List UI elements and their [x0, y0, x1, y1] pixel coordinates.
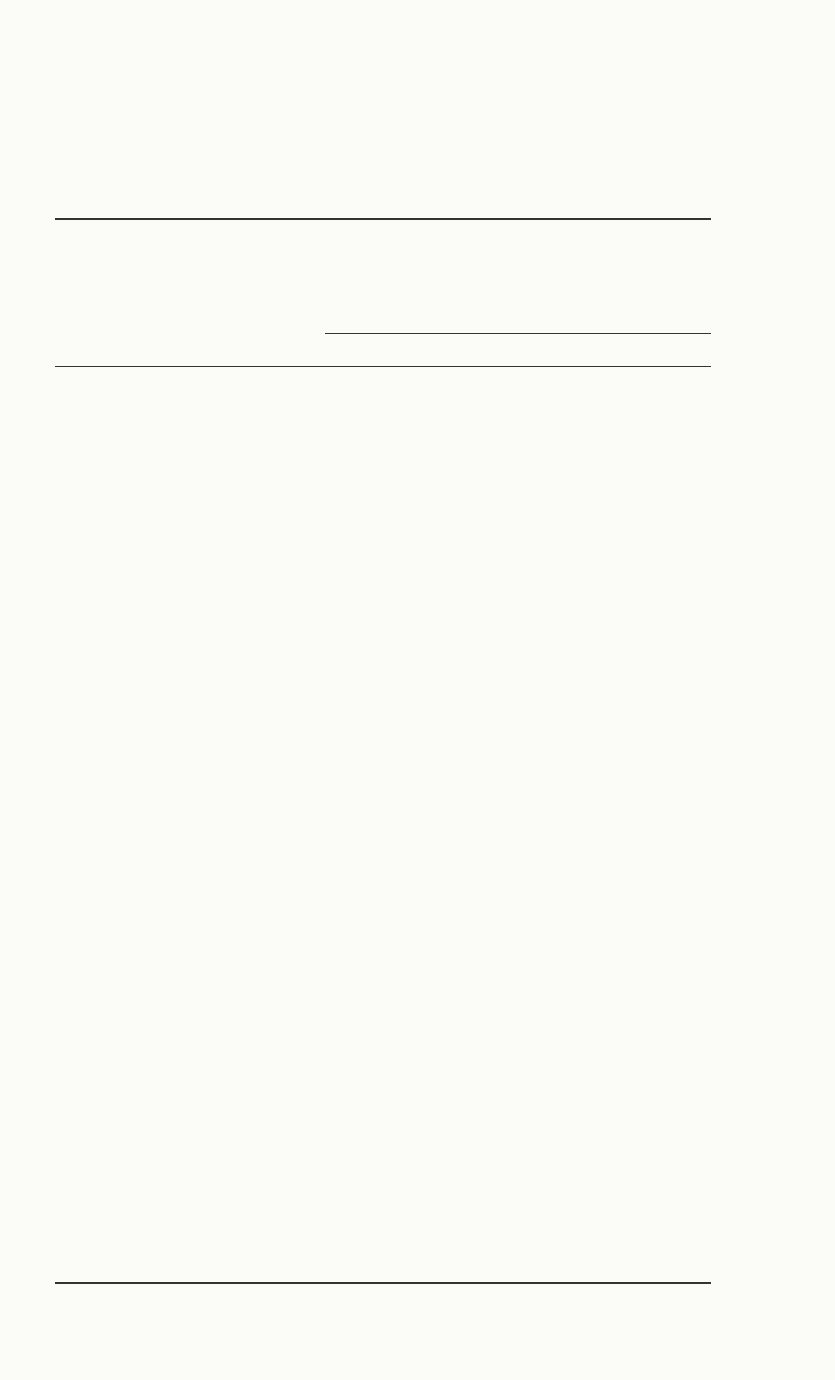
header-bottom-rule	[55, 366, 711, 367]
table-top-rule	[55, 218, 711, 220]
table-bottom-rule	[55, 1282, 711, 1284]
delivered-rule	[325, 333, 711, 334]
